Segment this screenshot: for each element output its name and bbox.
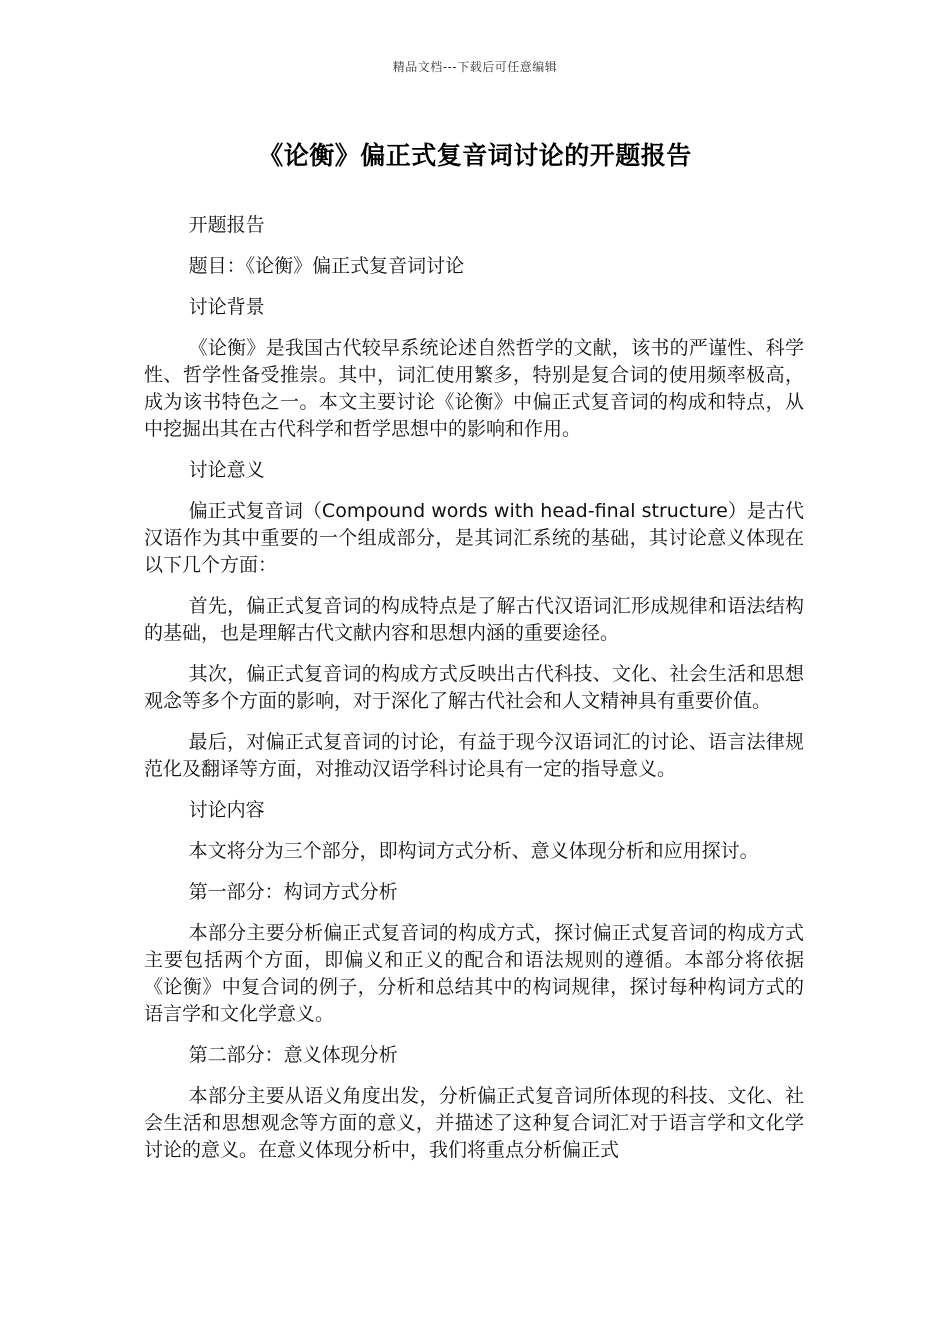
section-heading-significance: 讨论意义: [188, 459, 265, 481]
section-heading-background: 讨论背景: [188, 296, 265, 318]
document-title: 《论衡》偏正式复音词讨论的开题报告: [258, 141, 692, 170]
document-body: [144, 212, 804, 1178]
paragraph-part-one: 本部分主要分析偏正式复音词的构成方式，探讨偏正式复音词的构成方式主要包括两个方面，即偏义和正义的配合和语法规则的遵循。本部分将依据《论衡》中复合词的例子，分析和总结其中的构词规律，探讨每种构词方式的语言学和文化学意义。: [144, 922, 804, 1025]
paragraph-significance-first: 首先，偏正式复音词的构成特点是了解古代汉语词汇形成规律和语法结构的基础，也是理解古代文献内容和思想内涵的重要途径。: [144, 595, 804, 644]
paragraph-significance-intro: 偏正式复音词（Compound words with head-final structure）是古代汉语作为其中重要的一个组成部分，是其词汇系统的基础，其讨论意义体现在以下几个方面：: [144, 500, 804, 576]
paragraph-significance-last: 最后，对偏正式复音词的讨论，有益于现今汉语词汇的讨论、语言法律规范化及翻译等方面，对推动汉语学科讨论具有一定的指导意义。: [144, 731, 804, 780]
paragraph-background: 《论衡》是我国古代较早系统论述自然哲学的文献，该书的严谨性、科学性、哲学性备受推崇。其中，词汇使用繁多，特别是复合词的使用频率极高，成为该书特色之一。本文主要讨论《论衡》中偏正式复音词的构成和特点，从中挖掘出其在古代科学和哲学思想中的影响和作用。: [144, 337, 804, 440]
section-heading-part-one: 第一部分：构词方式分析: [188, 881, 398, 903]
section-heading-report: 开题报告: [188, 214, 265, 236]
paragraph-part-two: 本部分主要从语义角度出发，分析偏正式复音词所体现的科技、文化、社会生活和思想观念等方面的意义，并描述了这种复合词汇对于语言学和文化学讨论的意义。在意义体现分析中，我们将重点分析偏正式: [144, 1085, 804, 1161]
paragraph-significance-second: 其次，偏正式复音词的构成方式反映出古代科技、文化、社会生活和思想观念等多个方面的影响，对于深化了解古代社会和人文精神具有重要价值。: [144, 663, 804, 712]
section-heading-part-two: 第二部分：意义体现分析: [188, 1044, 398, 1066]
header-note: 精品文档---下载后可任意编辑: [392, 60, 558, 74]
topic-line: 题目：《论衡》偏正式复音词讨论: [188, 255, 465, 277]
section-heading-content: 讨论内容: [188, 799, 265, 821]
paragraph-content-overview: 本文将分为三个部分，即构词方式分析、意义体现分析和应用探讨。: [188, 840, 759, 862]
